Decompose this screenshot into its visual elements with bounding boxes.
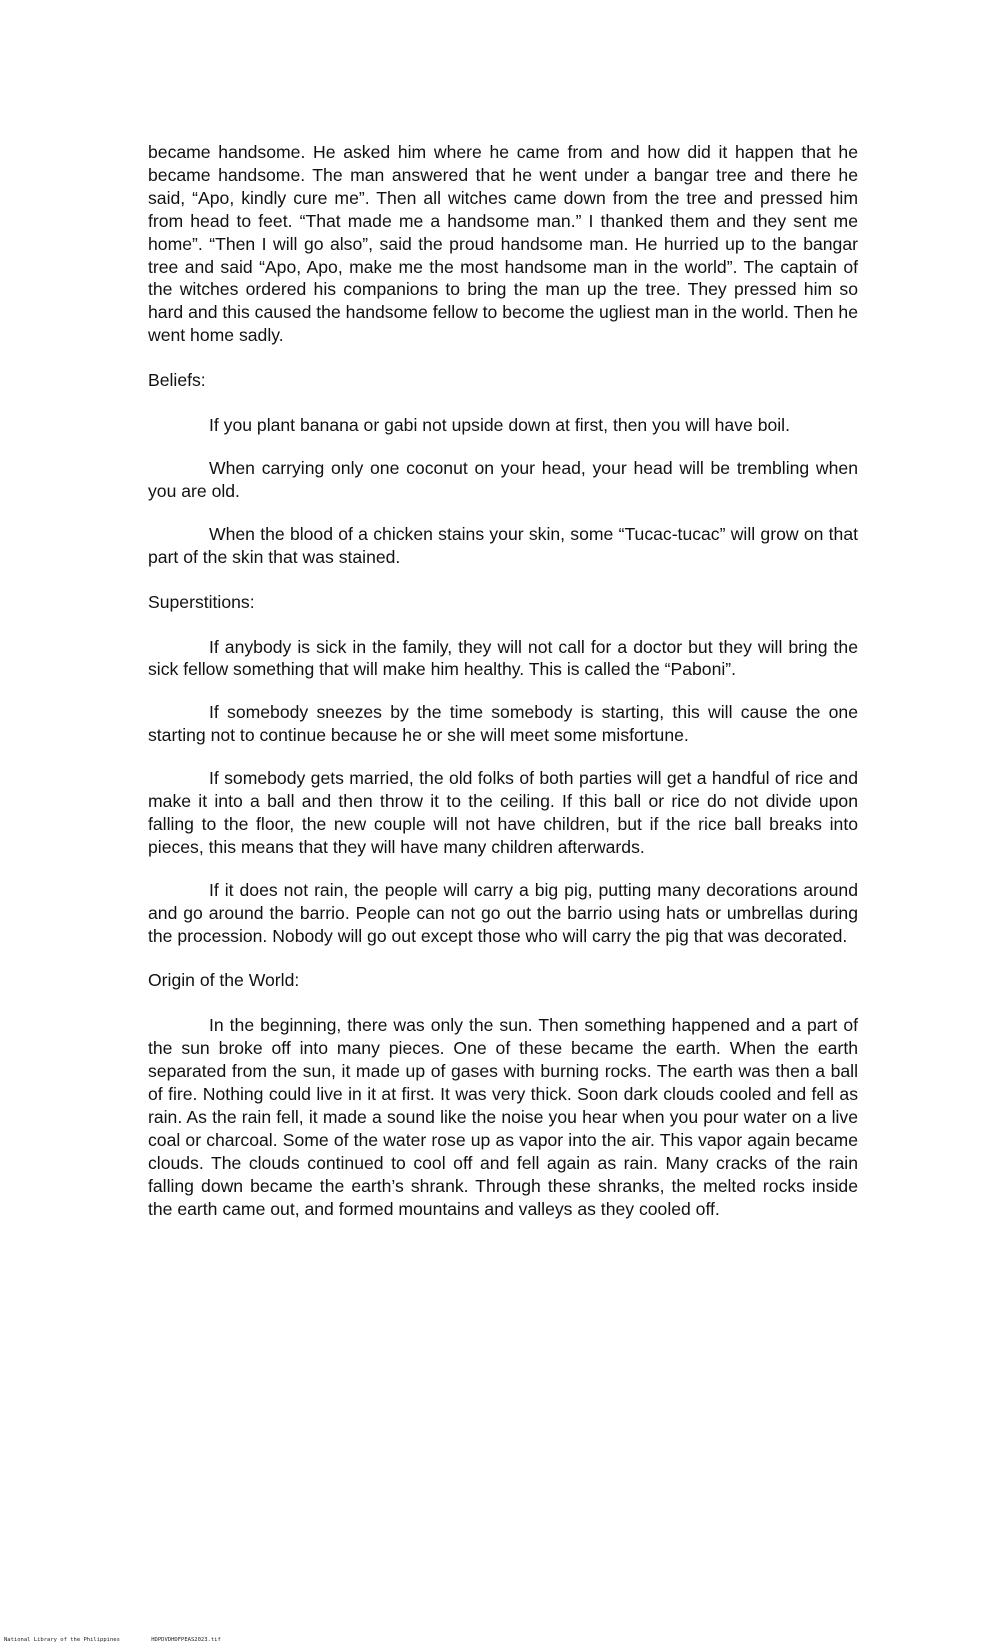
belief-paragraph: When carrying only one coconut on your head, your head will be trembling when you are old. bbox=[148, 457, 858, 501]
intro-paragraph: became handsome. He asked him where he came from and how did it happen that he became handsome. The man answered that he went under a bangar tree and there he said, “Apo, kindly cure me”. Then all witches came down from the tree and pressed him from head to feet. “That made me a handsome man.” I thanked them and they sent me home”. “Then I will go also”, said the proud handsome man. He hurried up to the bangar tree and said “Apo, Apo, make me the most handsome man in the world”. The captain of the witches ordered his companions to bring the man up the tree. They pressed him so hard and this caused the handsome fellow to become the ugliest man in the world. Then he went home sadly. bbox=[148, 142, 858, 346]
superstitions-heading: Superstitions: bbox=[148, 591, 255, 612]
origin-paragraph: In the beginning, there was only the sun. Then something happened and a part of the sun broke off into many pieces. One of these became the earth. When the earth separated from the sun, it made up of gases with burning rocks. The earth was then a ball of fire. Nothing could live in it at first. It was very thick. Soon dark clouds cooled and fell as rain. As the rain fell, it made a sound like the noise you hear when you pour water on a live coal or charcoal. Some of the water rose up as vapor into the air. This vapor again became clouds. The clouds continued to cool off and fell again as rain. Many cracks of the rain falling down became the earth’s shrank. Through these shranks, the melted rocks inside the earth came out, and formed mountains and valleys as they cooled off. bbox=[148, 1015, 858, 1219]
beliefs-heading: Beliefs: bbox=[148, 370, 206, 391]
belief-paragraph: If you plant banana or gabi not upside down at first, then you will have boil. bbox=[209, 415, 790, 436]
superstition-paragraph: If somebody sneezes by the time somebody is starting, this will cause the one starting not to continue because he or she will meet some misfortune. bbox=[148, 702, 858, 746]
scan-footer bbox=[4, 1637, 221, 1644]
document-body bbox=[148, 141, 858, 1221]
superstition-paragraph: If somebody gets married, the old folks of both parties will get a handful of rice and make it into a ball and then throw it to the ceiling. If this ball or rice do not divide upon falling to the floor, the new couple will not have children, but if the rice ball breaks into pieces, this means that they will have many children afterwards. bbox=[148, 768, 858, 857]
superstition-paragraph: If anybody is sick in the family, they will not call for a doctor but they will bring the sick fellow something that will make him healthy. This is called the “Paboni”. bbox=[148, 636, 858, 680]
superstition-paragraph: If it does not rain, the people will carry a big pig, putting many decorations around and go around the barrio. People can not go out the barrio using hats or umbrellas during the procession. Nobody will go out except those who will carry the pig that was decorated. bbox=[148, 879, 858, 946]
file-id: HDPDVDHDFPEAS2023.tif bbox=[151, 1637, 221, 1643]
library-credit: National Library of the Philippines bbox=[4, 1637, 120, 1643]
origin-heading: Origin of the World: bbox=[148, 970, 300, 991]
belief-paragraph: When the blood of a chicken stains your skin, some “Tucac-tucac” will grow on that part of the skin that was stained. bbox=[148, 523, 858, 567]
